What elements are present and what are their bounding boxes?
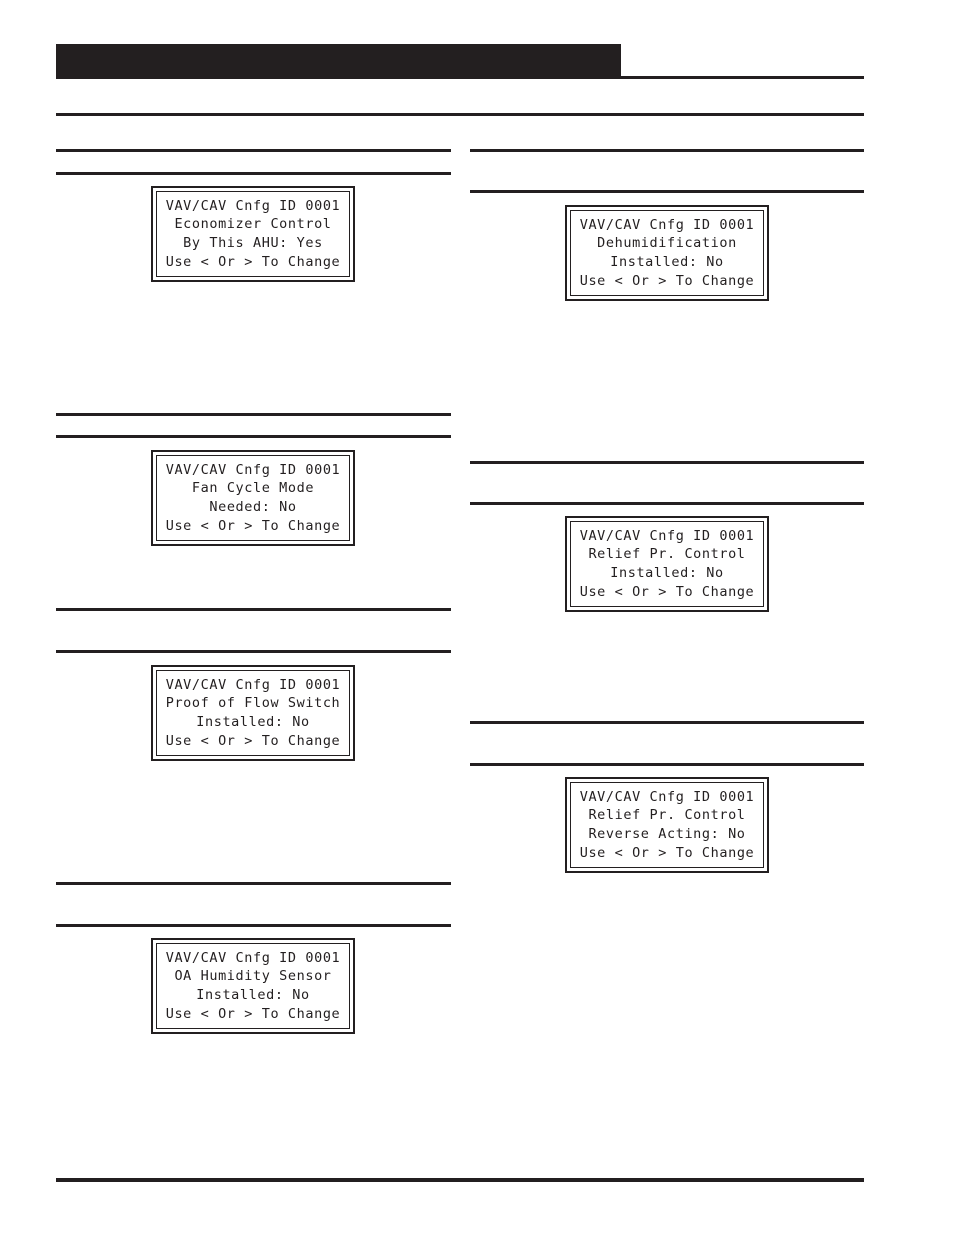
section-rule (56, 149, 451, 152)
lcd-line: Use < Or > To Change (579, 583, 755, 600)
lcd-screen (156, 455, 350, 541)
lcd-line: Installed: No (610, 565, 724, 581)
lcd-line: Relief Pr. Control (588, 546, 746, 563)
lcd-line: Dehumidification (597, 235, 737, 252)
lcd-line: Proof of Flow Switch (165, 695, 341, 712)
lcd-line: VAV/CAV Cnfg ID 0001 (579, 216, 755, 233)
lcd-line: OA Humidity Sensor (174, 968, 332, 985)
lcd-display-dehumidification (565, 205, 769, 301)
lcd-line: Use < Or > To Change (165, 253, 341, 270)
lcd-display-relief-pr-reverse-acting (565, 777, 769, 873)
lcd-line: Installed: No (196, 987, 310, 1003)
lcd-line: Installed: No (610, 254, 724, 270)
lcd-line: Use < Or > To Change (579, 272, 755, 289)
section-rule (470, 721, 864, 724)
top-rule (56, 113, 864, 116)
footer-rule (56, 1178, 864, 1182)
lcd-screen (570, 521, 764, 607)
header-bar (56, 44, 621, 77)
section-rule (470, 149, 864, 152)
lcd-line: Use < Or > To Change (165, 732, 341, 749)
lcd-screen (156, 943, 350, 1029)
lcd-line: Use < Or > To Change (165, 517, 341, 534)
lcd-screen (570, 782, 764, 868)
lcd-line: Relief Pr. Control (588, 807, 746, 824)
lcd-screen (156, 191, 350, 277)
lcd-line: Needed: No (209, 499, 297, 515)
section-rule (56, 435, 451, 438)
lcd-display-economizer-control (151, 186, 355, 282)
lcd-line: VAV/CAV Cnfg ID 0001 (165, 461, 341, 478)
lcd-screen (570, 210, 764, 296)
lcd-screen (156, 670, 350, 756)
lcd-line: Economizer Control (174, 216, 332, 233)
lcd-line: By This AHU: Yes (183, 235, 323, 251)
header-rule (56, 76, 864, 79)
lcd-display-relief-pr-control (565, 516, 769, 612)
lcd-line: Reverse Acting: No (588, 826, 746, 842)
lcd-line: VAV/CAV Cnfg ID 0001 (165, 197, 341, 214)
section-rule (470, 190, 864, 193)
section-rule (470, 502, 864, 505)
section-rule (470, 763, 864, 766)
lcd-display-oa-humidity-sensor (151, 938, 355, 1034)
lcd-display-proof-of-flow-switch (151, 665, 355, 761)
lcd-line: VAV/CAV Cnfg ID 0001 (165, 676, 341, 693)
section-rule (56, 882, 451, 885)
section-rule (56, 924, 451, 927)
section-rule (56, 413, 451, 416)
section-rule (56, 608, 451, 611)
lcd-line: Fan Cycle Mode (191, 480, 315, 497)
lcd-display-fan-cycle-mode (151, 450, 355, 546)
section-rule (470, 461, 864, 464)
lcd-line: VAV/CAV Cnfg ID 0001 (579, 527, 755, 544)
lcd-line: Use < Or > To Change (579, 844, 755, 861)
section-rule (56, 650, 451, 653)
lcd-line: Use < Or > To Change (165, 1005, 341, 1022)
lcd-line: Installed: No (196, 714, 310, 730)
section-rule (56, 172, 451, 175)
lcd-line: VAV/CAV Cnfg ID 0001 (579, 788, 755, 805)
lcd-line: VAV/CAV Cnfg ID 0001 (165, 949, 341, 966)
